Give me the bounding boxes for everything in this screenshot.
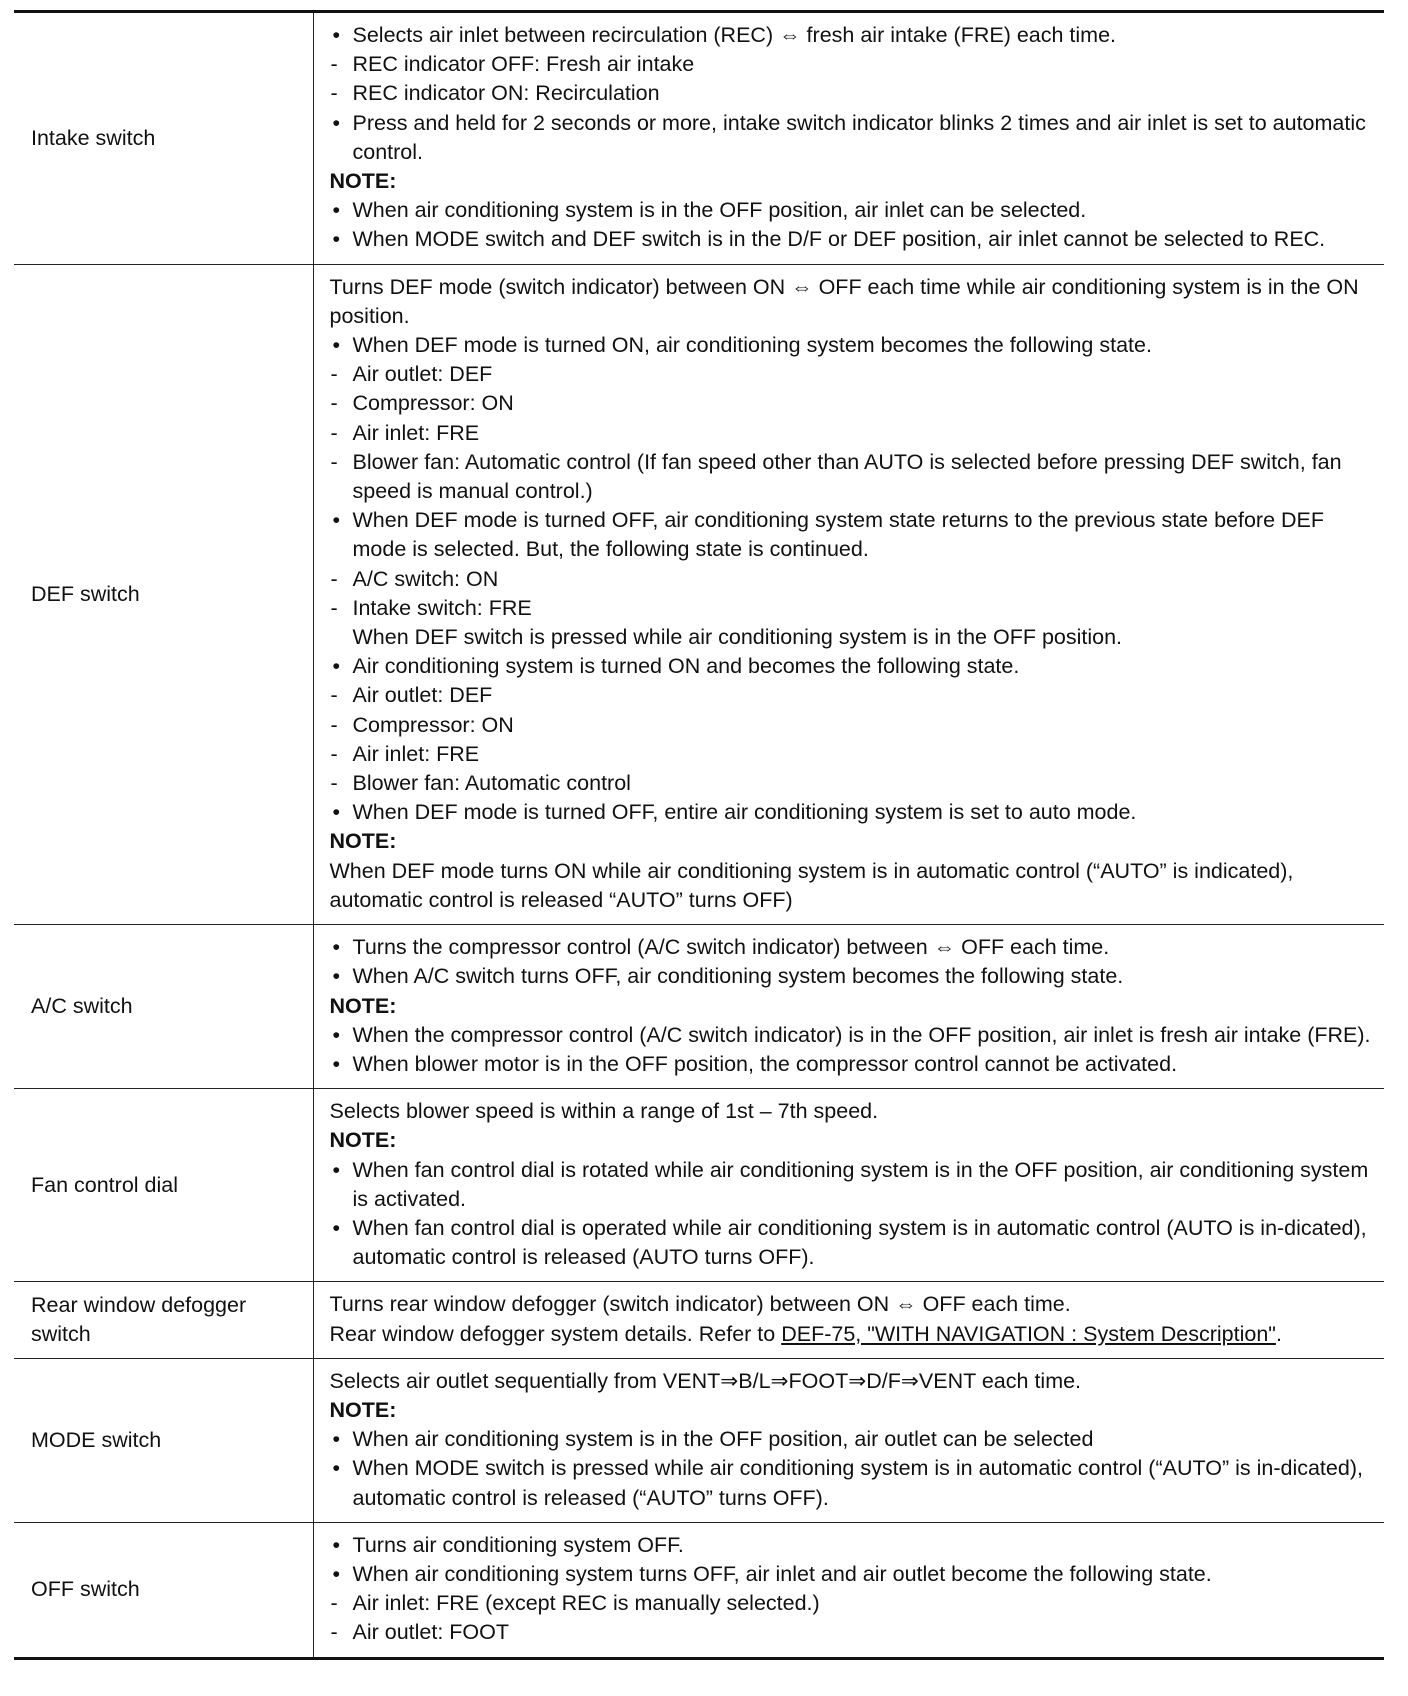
bullet-item: • When DEF mode is turned OFF, air conditioning system state returns to the previous state before DEF mode is selected. But, the following state is continued. — [330, 506, 1379, 564]
bullet-item: • When fan control dial is rotated while air conditioning system is in the OFF position, air conditioning system is activated. — [330, 1156, 1379, 1214]
bullet-item: • When A/C switch turns OFF, air conditioning system becomes the following state. — [330, 962, 1379, 991]
switch-description-cell — [313, 264, 1384, 924]
bullet-item: • When air conditioning system is in the OFF position, air inlet can be selected. — [330, 196, 1379, 225]
bullet-item: • When the compressor control (A/C switch indicator) is in the OFF position, air inlet is fresh air intake (FRE). — [330, 1021, 1379, 1050]
switch-name-cell — [14, 925, 313, 1089]
note-heading: NOTE: — [329, 1397, 397, 1422]
indented-text: When DEF switch is pressed while air conditioning system is in the OFF position. — [352, 625, 1123, 650]
bullet-item: • When fan control dial is operated while air conditioning system is in automatic control (AUTO is in-dicated), automatic control is released (AUTO turns OFF). — [330, 1214, 1379, 1272]
dash-item: - Blower fan: Automatic control (If fan speed other than AUTO is selected before pressing DEF switch, fan speed is manual control.) — [330, 448, 1379, 506]
bullet-item: • When MODE switch is pressed while air conditioning system is in automatic control (“AUTO” is in-dicated), automatic control is released (“AUTO” turns OFF). — [330, 1454, 1379, 1512]
note-heading: NOTE: — [329, 993, 397, 1018]
switch-name: Rear window defogger switch — [31, 1292, 247, 1347]
switch-description-cell — [313, 1358, 1384, 1522]
bullet-item: • Turns the compressor control (A/C switch indicator) between ⇔ OFF each time. — [330, 933, 1379, 962]
table-row — [14, 1089, 1384, 1282]
bullet-item: • When MODE switch and DEF switch is in the D/F or DEF position, air inlet cannot be selected to REC. — [330, 225, 1379, 254]
note-heading: NOTE: — [329, 1128, 397, 1153]
table-row — [14, 925, 1384, 1089]
switch-name: OFF switch — [31, 1577, 140, 1602]
switch-description-cell — [313, 1089, 1384, 1282]
table-row — [14, 264, 1384, 924]
reference-link[interactable]: DEF-75, "WITH NAVIGATION : System Description" — [781, 1321, 1276, 1346]
dash-item: - Air outlet: DEF — [330, 360, 1379, 389]
bullet-item: • When DEF mode is turned OFF, entire air conditioning system is set to auto mode. — [330, 798, 1379, 827]
bullet-item: • Press and held for 2 seconds or more, intake switch indicator blinks 2 times and air inlet is set to automatic control. — [330, 109, 1379, 167]
switch-name-cell — [14, 1089, 313, 1282]
switch-name: Intake switch — [31, 125, 156, 150]
bullet-item: • Turns air conditioning system OFF. — [330, 1531, 1379, 1560]
bullet-item: • When blower motor is in the OFF position, the compressor control cannot be activated. — [330, 1050, 1379, 1079]
switch-description-cell — [313, 12, 1384, 265]
switch-description-cell — [313, 1282, 1384, 1358]
dash-item: - Air inlet: FRE — [330, 419, 1379, 448]
dash-item: - Air outlet: FOOT — [330, 1618, 1379, 1647]
switch-name-cell — [14, 264, 313, 924]
reference-line — [330, 1320, 1379, 1349]
bullet-item: • When DEF mode is turned ON, air conditioning system becomes the following state. — [330, 331, 1379, 360]
dash-item: - A/C switch: ON — [330, 565, 1379, 594]
switch-name-cell — [14, 12, 313, 265]
dash-item: - Blower fan: Automatic control — [330, 769, 1379, 798]
paragraph-text: Selects blower speed is within a range of 1st – 7th speed. — [329, 1099, 879, 1124]
dash-item: - Intake switch: FRE — [330, 594, 1379, 623]
table-row — [14, 1522, 1384, 1658]
switch-description-cell — [313, 1522, 1384, 1658]
table-body — [14, 12, 1384, 1659]
switch-name-cell — [14, 1358, 313, 1522]
bullet-item: • When air conditioning system is in the OFF position, air outlet can be selected — [330, 1425, 1379, 1454]
switch-name-cell — [14, 1282, 313, 1358]
table-row — [14, 1358, 1384, 1522]
dash-item: - REC indicator OFF: Fresh air intake — [330, 50, 1379, 79]
paragraph-text: Selects air outlet sequentially from VENT⇒B/L⇒FOOT⇒D/F⇒VENT each time. — [329, 1368, 1082, 1393]
paragraph-text: Turns DEF mode (switch indicator) between ON ⇔ OFF each time while air conditioning system is in the ON position. — [329, 274, 1359, 328]
dash-item: - Compressor: ON — [330, 711, 1379, 740]
switch-name-cell — [14, 1522, 313, 1658]
dash-item: - REC indicator ON: Recirculation — [330, 79, 1379, 108]
paragraph-text: When DEF mode turns ON while air conditioning system is in automatic control (“AUTO” is indicated), automatic control is released “AUTO” turns OFF) — [329, 858, 1294, 912]
paragraph-text: Turns rear window defogger (switch indicator) between ON ⇔ OFF each time. — [329, 1292, 1071, 1317]
dash-item: - Air inlet: FRE (except REC is manually selected.) — [330, 1589, 1379, 1618]
table-row — [14, 12, 1384, 265]
dash-item: - Air outlet: DEF — [330, 681, 1379, 710]
note-heading: NOTE: — [329, 169, 397, 194]
bullet-item: • Air conditioning system is turned ON and becomes the following state. — [330, 652, 1379, 681]
switch-name: Fan control dial — [31, 1172, 178, 1197]
table-row — [14, 1282, 1384, 1358]
bullet-item: • Selects air inlet between recirculation (REC) ⇔ fresh air intake (FRE) each time. — [330, 21, 1379, 50]
dash-item: - Air inlet: FRE — [330, 740, 1379, 769]
switch-name: DEF switch — [31, 581, 140, 606]
bullet-item: • When air conditioning system turns OFF, air inlet and air outlet become the following state. — [330, 1560, 1379, 1589]
switch-name: MODE switch — [31, 1427, 162, 1452]
switch-name: A/C switch — [31, 994, 133, 1018]
switch-function-table — [14, 10, 1384, 1660]
note-heading: NOTE: — [329, 829, 397, 854]
reference-text: Rear window defogger system details. Refer to — [329, 1321, 782, 1346]
reference-suffix: . — [1275, 1321, 1282, 1346]
dash-item: - Compressor: ON — [330, 389, 1379, 418]
switch-description-cell — [313, 925, 1384, 1089]
